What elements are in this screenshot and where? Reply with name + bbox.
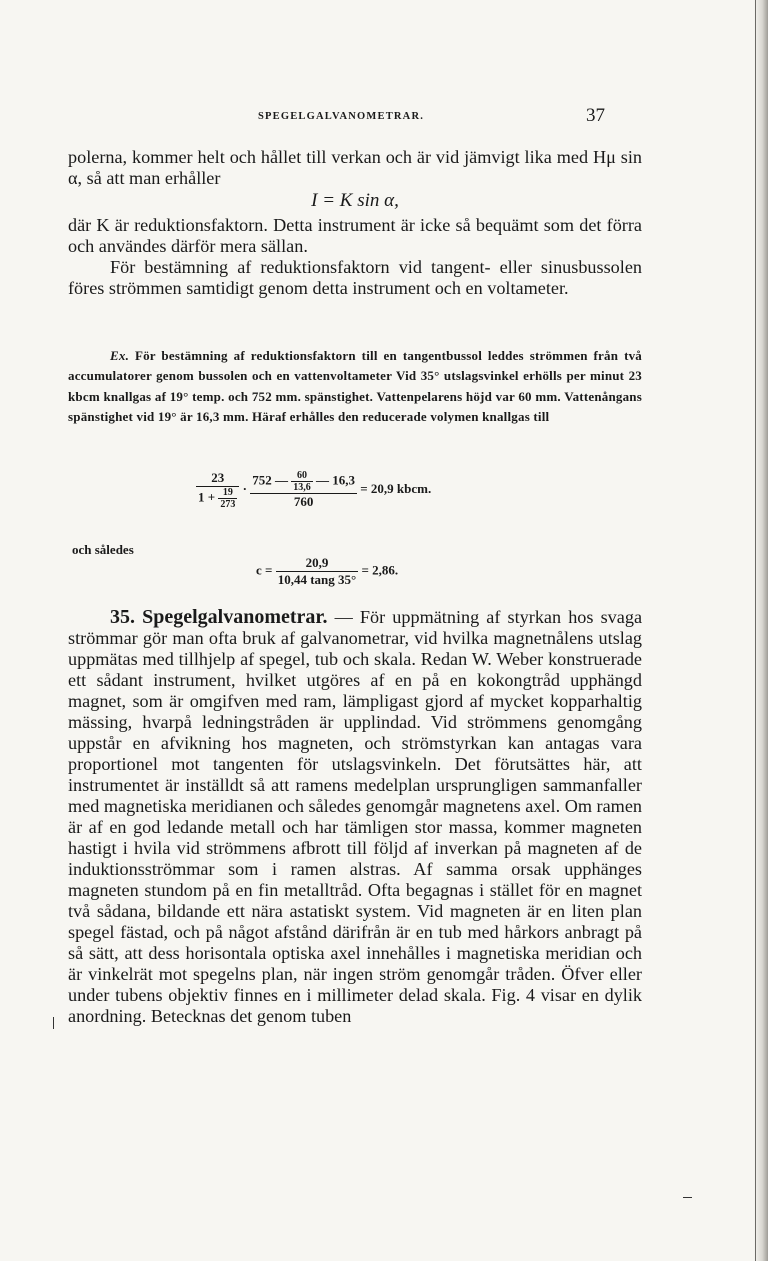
- pressure-denominator: 760: [293, 494, 314, 509]
- margin-mark: [53, 1017, 54, 1029]
- example-text: För bestämning af reduktionsfaktorn till en tangentbussol leddes strömmen från två accumulatorer genom bussolen och en vattenvoltameter Vid 35° utslagsvinkel erhölls per minut 23 kbcm knallgas af 19° temp. och 752 mm. spänstighet. Vattenpelarens höjd var 60 mm. Vattenångans spänstighet vid 19° är 16,3 mm. Häraf erhålles den reducerade volymen knallgas till: [68, 348, 642, 424]
- formula-reduction-factor: [256, 555, 398, 588]
- fraction-23: [196, 470, 239, 510]
- fraction-pressure: [250, 470, 357, 510]
- fraction-23-numerator: 23: [196, 470, 239, 487]
- denominator-lead: 1 +: [198, 489, 216, 505]
- example-paragraph: [68, 346, 642, 427]
- page-header: [0, 105, 768, 129]
- section-number: 35.: [110, 606, 135, 628]
- pressure-numerator: [250, 470, 357, 494]
- fraction-c: [276, 555, 359, 588]
- formula-reduction: I = K sin α,: [311, 190, 399, 211]
- formula-gas-volume: [196, 470, 431, 510]
- paragraph-1: polerna, kommer helt och hållet till verkan och är vid jämvigt lika med Hμ sin α, så att man erhåller: [68, 147, 642, 188]
- section-35-block: [68, 607, 642, 1027]
- multiply-dot: ·: [242, 480, 248, 496]
- paragraph-2: där K är reduktionsfaktorn. Detta instrument är icke så bequämt som det förra och användes därför mera sällan.: [68, 215, 642, 256]
- och-saledes: och således: [72, 542, 134, 557]
- margin-mark: [683, 1197, 692, 1198]
- page-number: 37: [586, 105, 605, 126]
- fraction-c-denominator: 10,44 tang 35°: [277, 572, 357, 587]
- fraction-23-denominator: [196, 487, 239, 510]
- page-edge-line: [755, 0, 756, 1261]
- fraction-13-6: 13,6: [293, 482, 311, 493]
- fraction-60: 60: [291, 470, 313, 482]
- formula-result: = 20,9 kbcm.: [360, 480, 432, 496]
- pressure-tail: — 16,3: [316, 472, 356, 488]
- formula-c-lhs: c =: [256, 562, 273, 578]
- section-title: Spegelgalvanometrar.: [142, 606, 328, 628]
- example-block: [68, 346, 642, 427]
- fraction-60-13-6: [291, 470, 313, 493]
- formula-c-result: = 2,86.: [361, 562, 399, 578]
- section-paragraph: [68, 607, 642, 1027]
- paragraph-3: För bestämning af reduktionsfaktorn vid tangent- eller sinusbussolen föres strömmen samtidigt genom detta instrument och en voltameter.: [68, 257, 642, 298]
- page-edge-shadow: [754, 0, 768, 1261]
- pressure-lead: 752 —: [252, 472, 289, 488]
- fraction-19-273: [218, 487, 237, 510]
- section-text: — För uppmätning af styrkan hos svaga strömmar gör man ofta bruk af galvanometrar, vid hvilka magnetnålens utslag uppmätas med tillhjelp af spegel, tub och skala. Redan W. Weber konstruerade ett sådant instrument, hvilket utgöres af en på en kokongtråd upphängd magnet, som är omgifven med ram, lämpligast gjord af mycket kopparhaltig mässing, hvarpå ledningstråden är upplindad. Vid strömmens genomgång uppstår en afvikning hos magneten, och strömstyrkan kan antagas vara proportionel mot tangenten för utslagsvinkeln. Det förutsättes här, att instrumentet är inställdt så att ramens medelplan ursprungligen sammanfaller med magnetiska meridianen och således genomgår magnetens axel. Om ramen är af en god ledande metall och har tämligen stor massa, kommer magneten hastigt i hvila vid strömmens afbrott till följd af inverkan på magneten af de induktionsströmmar som i ramen alstras. Af samma orsak upphänges magneten stundom på en fin metalltråd. Ofta begagnas i stället för en magnet två sådana, bildande ett nära astatiskt system. Vid magneten är en liten plan spegel fästad, och på något afstånd därifrån är en tub med hårkors anbragt på så sätt, att dess horisontala optiska axel innehålles i magnetiska meridian och är vinkelrät mot spegelns plan, när ingen ström genomgår tråden. Öfver eller under tubens objektiv finnes en i millimeter delad skala. Fig. 4 visar en dylik anordning. Betecknas det genom tuben: [68, 607, 643, 1026]
- fraction-273: 273: [220, 499, 236, 510]
- top-text-block: [68, 147, 642, 299]
- fraction-19: 19: [218, 487, 237, 499]
- running-head: SPEGELGALVANOMETRAR.: [258, 111, 425, 122]
- example-label: Ex.: [110, 348, 130, 363]
- fraction-c-numerator: 20,9: [276, 555, 359, 572]
